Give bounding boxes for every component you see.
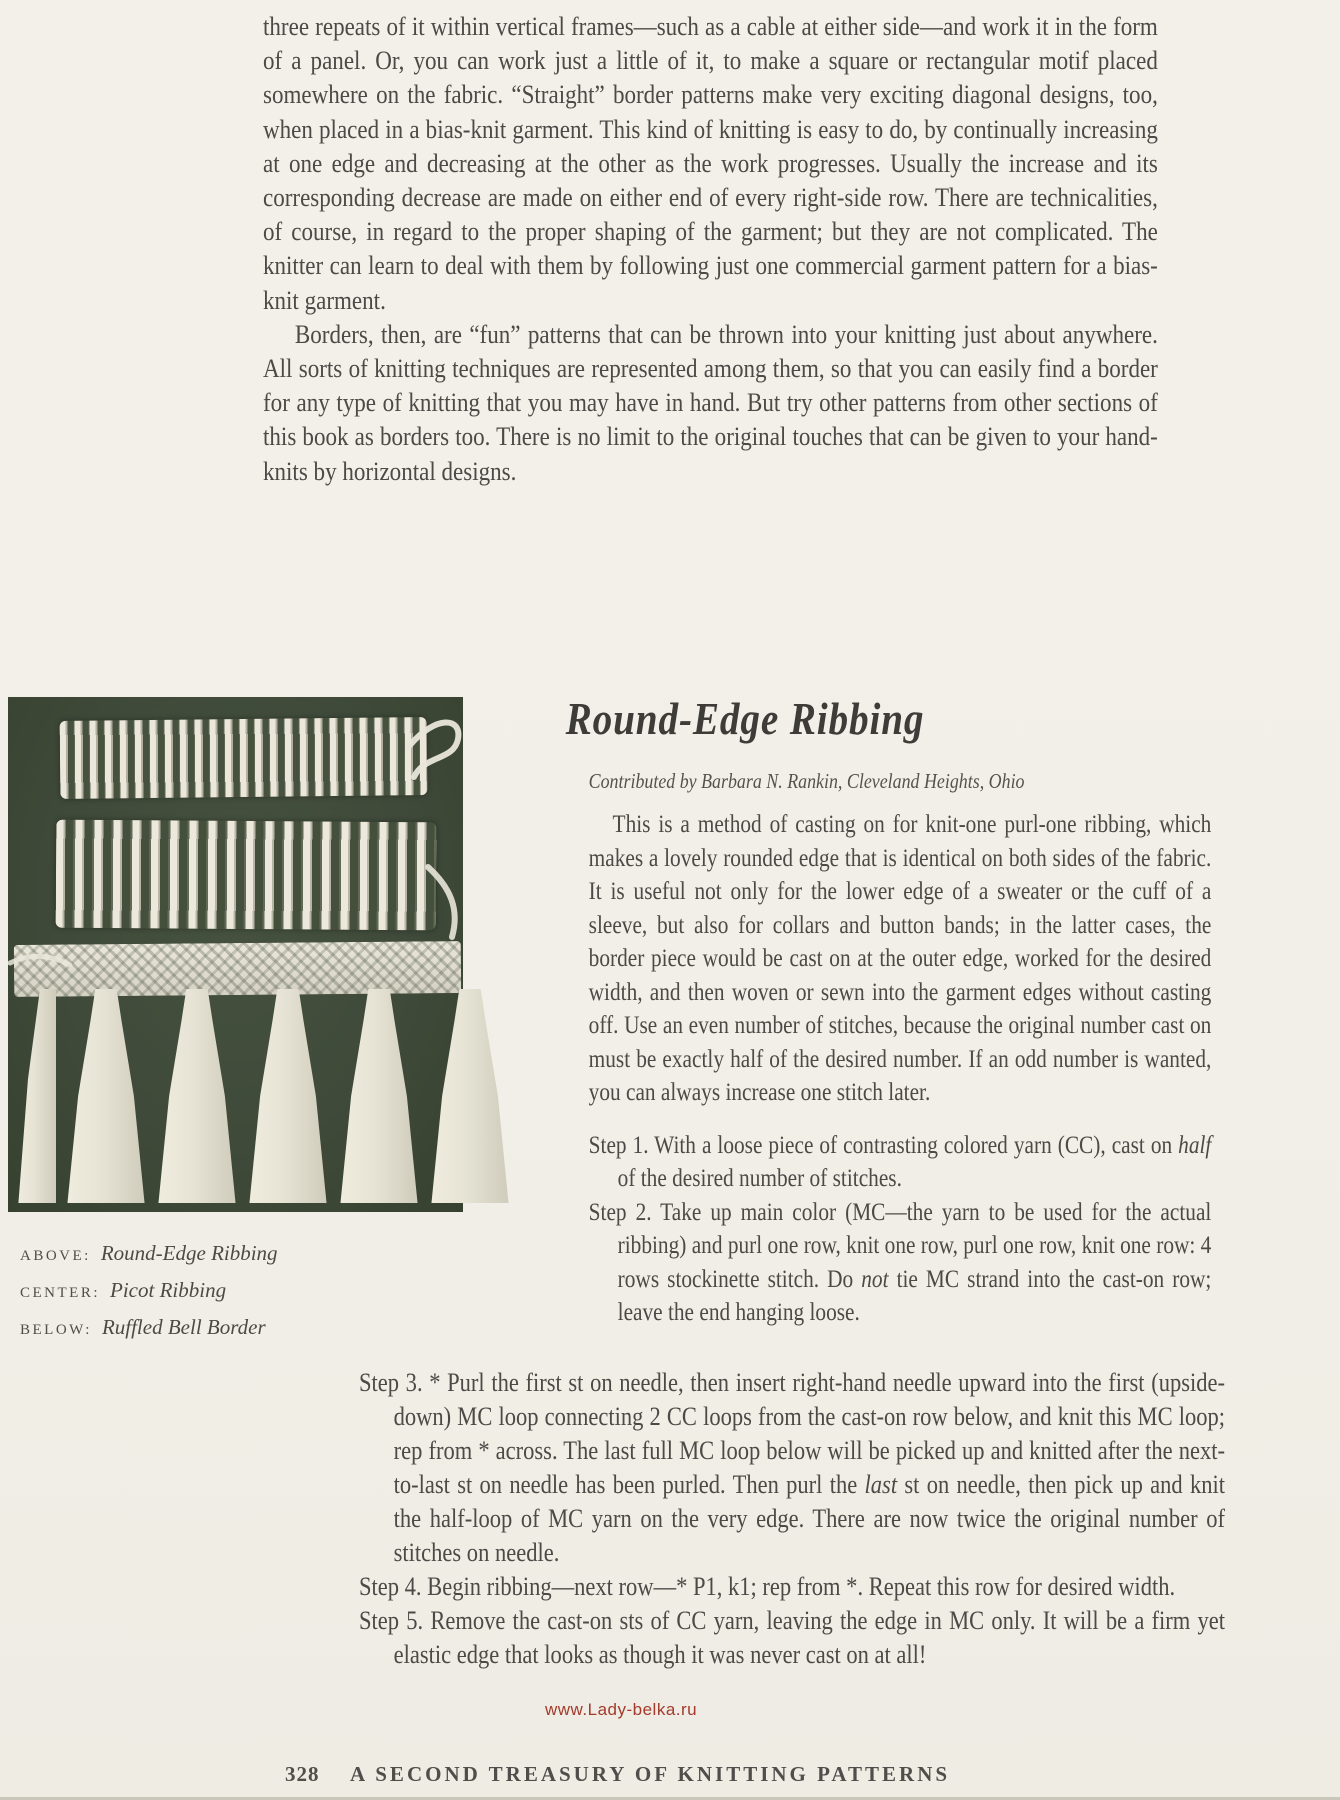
- step-label: Step 3.: [359, 1368, 430, 1397]
- caption-position-label: CENTER:: [20, 1285, 100, 1301]
- step-text: Take up main color (MC—the yarn to be used for the actual ribbing) and purl one row, knit one row, purl one row, knit one row: 4 rows stockinette stitch. Do: [617, 1198, 1212, 1293]
- page-number: 328: [285, 1762, 320, 1786]
- step-text: not: [861, 1265, 889, 1293]
- intro-paragraph-1: three repeats of it within vertical frames—such as a cable at either side—and work it in the form of a panel. Or, you can work just a little of it, to make a square or rectangular motif placed somewhere on the fabric. “Straight” border patterns make very exciting diagonal designs, too, when placed in a bias-knit garment. This kind of knitting is easy to do, by continually increasing at one edge and decreasing at the other as the work progresses. Usually the increase and its corresponding decrease are made on either end of every right-side row. There are technicalities, of course, in regard to the proper shaping of the garment; but they are not complicated. The knitter can learn to deal with them by following just one commercial garment pattern for a bias-knit garment.: [263, 12, 1158, 315]
- contributor-line: Contributed by Barbara N. Rankin, Cleveland Heights, Ohio: [588, 769, 1025, 793]
- watermark-text: www.Lady-belka.ru: [545, 1700, 698, 1719]
- caption-pattern-name: Picot Ribbing: [110, 1278, 227, 1302]
- yarn-strands-icon: [8, 697, 463, 1212]
- step-item: [359, 1570, 1225, 1604]
- photo-caption-line: [20, 1314, 450, 1344]
- caption-pattern-name: Round-Edge Ribbing: [100, 1241, 278, 1265]
- step-text: * Purl the first st on needle, then insert right-hand needle upward into the first (upside-down) MC loop connecting 2 CC loops from the cast-on row below, and knit this MC loop; rep from * across. The last full MC loop below will be picked up and knitted after the next-to-last st on needle has been purled. Then purl the: [393, 1368, 1225, 1499]
- photo-caption-line: [20, 1277, 450, 1307]
- article-right-column: [565, 692, 1212, 1330]
- article-title: Round-Edge Ribbing: [565, 693, 925, 744]
- step-text: st on needle, then pick up and knit the half-loop of MC yarn on the very edge. There are now twice the original number of stitches on needle.: [393, 1470, 1226, 1567]
- step-label: Step 5.: [359, 1606, 431, 1635]
- steps-3-5: [359, 1366, 1225, 1672]
- caption-position-label: BELOW:: [20, 1322, 92, 1338]
- article-description: This is a method of casting on for knit-one purl-one ribbing, which makes a lovely rounded edge that is identical on both sides of the fabric. It is useful not only for the lower edge of a sweater or the cuff of a sleeve, but also for collars and button bands; in the latter cases, the border piece would be cast on at the outer edge, worked for the desired width, and then woven or sewn into the garment edges without casting off. Use an even number of stitches, because the original number cast on must be exactly half of the desired number. If an odd number is wanted, you can always increase one stitch later.: [588, 811, 1212, 1106]
- step-item: [359, 1366, 1225, 1570]
- step-text: tie MC strand into the cast-on row; leave the end hanging loose.: [617, 1265, 1212, 1326]
- intro-paragraph-2: Borders, then, are “fun” patterns that can be thrown into your knitting just about anywhere. All sorts of knitting techniques are represented among them, so that you can easily find a border for any type of knitting that you may have in hand. But try other patterns from other sections of this book as borders too. There is no limit to the original touches that can be given to your hand-knits by horizontal designs.: [263, 319, 1158, 486]
- intro-text-block: [263, 10, 1158, 489]
- step-item: [589, 1129, 1212, 1196]
- step-label: Step 2.: [588, 1198, 661, 1226]
- photo-captions: [20, 1240, 450, 1351]
- step-item: [359, 1604, 1225, 1672]
- step-label: Step 1.: [588, 1131, 655, 1159]
- knitting-samples-photo: [8, 697, 463, 1212]
- page-footer: [0, 1762, 1340, 1792]
- caption-pattern-name: Ruffled Bell Border: [101, 1315, 266, 1339]
- photo-caption-line: [20, 1240, 450, 1270]
- step-text: of the desired number of stitches.: [617, 1165, 902, 1192]
- caption-position-label: ABOVE:: [20, 1248, 91, 1264]
- steps-1-2: [589, 1129, 1212, 1330]
- step-text: half: [1178, 1131, 1212, 1159]
- step-item: [589, 1196, 1212, 1330]
- step-text: With a loose piece of contrasting colored yarn (CC), cast on: [654, 1131, 1179, 1159]
- book-title: A SECOND TREASURY OF KNITTING PATTERNS: [350, 1762, 951, 1786]
- step-text: Begin ribbing—next row—* P1, k1; rep from *. Repeat this row for desired width.: [427, 1572, 1176, 1601]
- step-text: Remove the cast-on sts of CC yarn, leaving the edge in MC only. It will be a firm yet elastic edge that looks as though it was never cast on at all!: [393, 1606, 1225, 1669]
- step-label: Step 4.: [359, 1572, 428, 1601]
- step-text: last: [864, 1470, 898, 1499]
